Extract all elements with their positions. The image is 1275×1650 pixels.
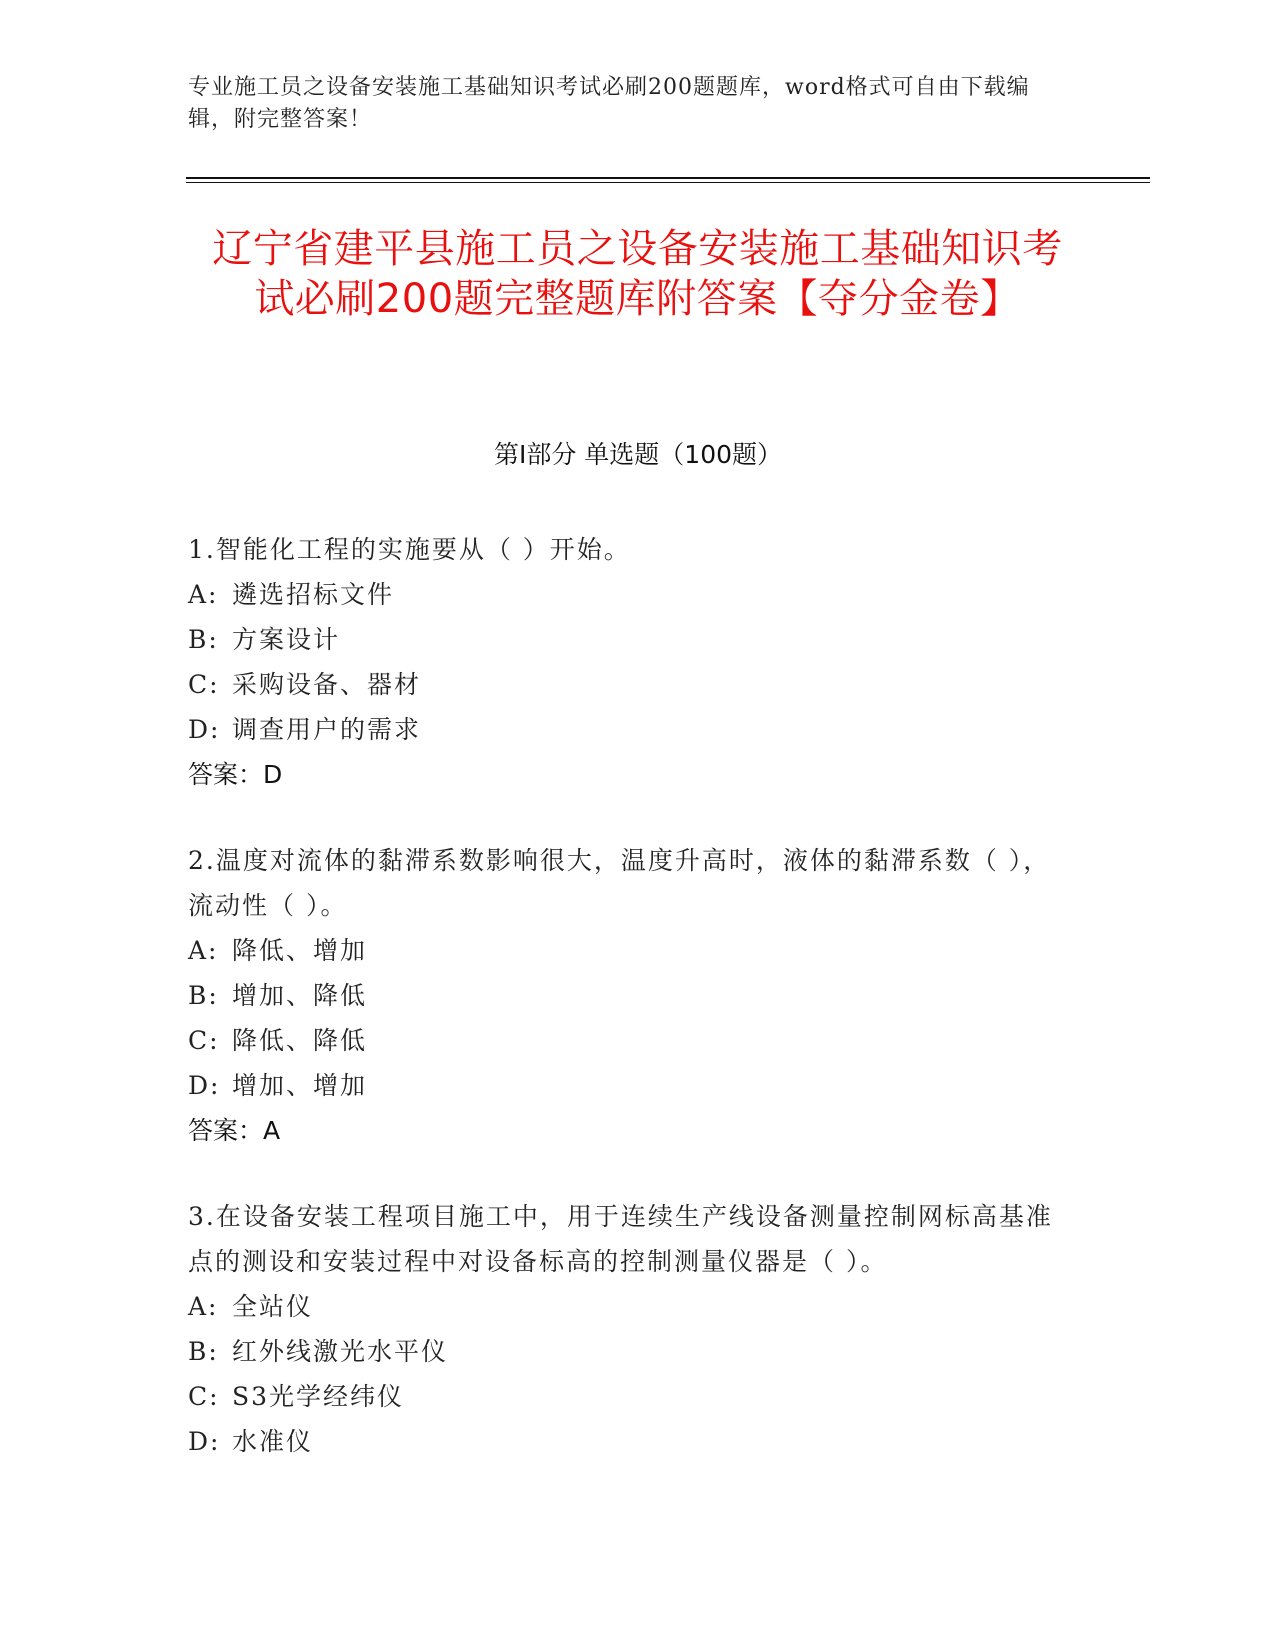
option-a xyxy=(188,572,1068,617)
option-text: 红外线激光水平仪 xyxy=(232,1337,449,1366)
section-title: 第I部分 单选题（100题） xyxy=(493,440,783,469)
question-1 xyxy=(188,527,1068,797)
option-letter: A: xyxy=(188,580,219,609)
question-list xyxy=(188,527,1068,1505)
option-d xyxy=(188,1419,1068,1464)
header-divider-thin xyxy=(186,182,1150,183)
question-stem: 3.在设备安装工程项目施工中，用于连续生产线设备测量控制网标高基准点的测设和安装过程中对设备标高的控制测量仪器是（ ）。 xyxy=(188,1202,1053,1276)
question-stem: 2.温度对流体的黏滞系数影响很大，温度升高时，液体的黏滞系数（ ），流动性（ ）。 xyxy=(188,846,1051,920)
header-divider-thick xyxy=(186,177,1150,179)
answer-label: 答案：D xyxy=(188,760,283,789)
question-3 xyxy=(188,1194,1068,1464)
option-c xyxy=(188,1374,1068,1419)
option-letter: A: xyxy=(188,936,219,965)
option-letter: B: xyxy=(188,981,219,1010)
option-text: 遴选招标文件 xyxy=(232,580,395,609)
option-letter: C: xyxy=(188,1382,220,1411)
option-b xyxy=(188,973,1068,1018)
option-letter: D: xyxy=(188,715,221,744)
option-letter: C: xyxy=(188,1026,220,1055)
question-stem: 1.智能化工程的实施要从（ ）开始。 xyxy=(188,535,631,564)
option-d xyxy=(188,1063,1068,1108)
option-letter: D: xyxy=(188,1071,221,1100)
option-text: 调查用户的需求 xyxy=(232,715,422,744)
option-text: 全站仪 xyxy=(232,1292,314,1321)
option-text: 增加、降低 xyxy=(232,981,368,1010)
option-b xyxy=(188,617,1068,662)
option-text: S3光学经纬仪 xyxy=(232,1382,405,1411)
option-letter: B: xyxy=(188,1337,219,1366)
option-text: 采购设备、器材 xyxy=(232,670,422,699)
option-text: 方案设计 xyxy=(232,625,341,654)
option-letter: A: xyxy=(188,1292,219,1321)
option-c xyxy=(188,662,1068,707)
option-text: 水准仪 xyxy=(232,1427,314,1456)
question-2 xyxy=(188,838,1068,1153)
option-text: 降低、降低 xyxy=(232,1026,368,1055)
option-text: 增加、增加 xyxy=(232,1071,368,1100)
document-title: 辽宁省建平县施工员之设备安装施工基础知识考试必刷200题完整题库附答案【夺分金卷】 xyxy=(212,226,1063,322)
option-b xyxy=(188,1329,1068,1374)
option-letter: C: xyxy=(188,670,220,699)
option-a xyxy=(188,1284,1068,1329)
option-letter: B: xyxy=(188,625,219,654)
option-letter: D: xyxy=(188,1427,221,1456)
header-note: 专业施工员之设备安装施工基础知识考试必刷200题题库，word格式可自由下载编辑，附完整答案！ xyxy=(188,75,1030,132)
option-c xyxy=(188,1018,1068,1063)
option-a xyxy=(188,928,1068,973)
option-text: 降低、增加 xyxy=(232,936,368,965)
answer-label: 答案：A xyxy=(188,1116,281,1145)
option-d xyxy=(188,707,1068,752)
